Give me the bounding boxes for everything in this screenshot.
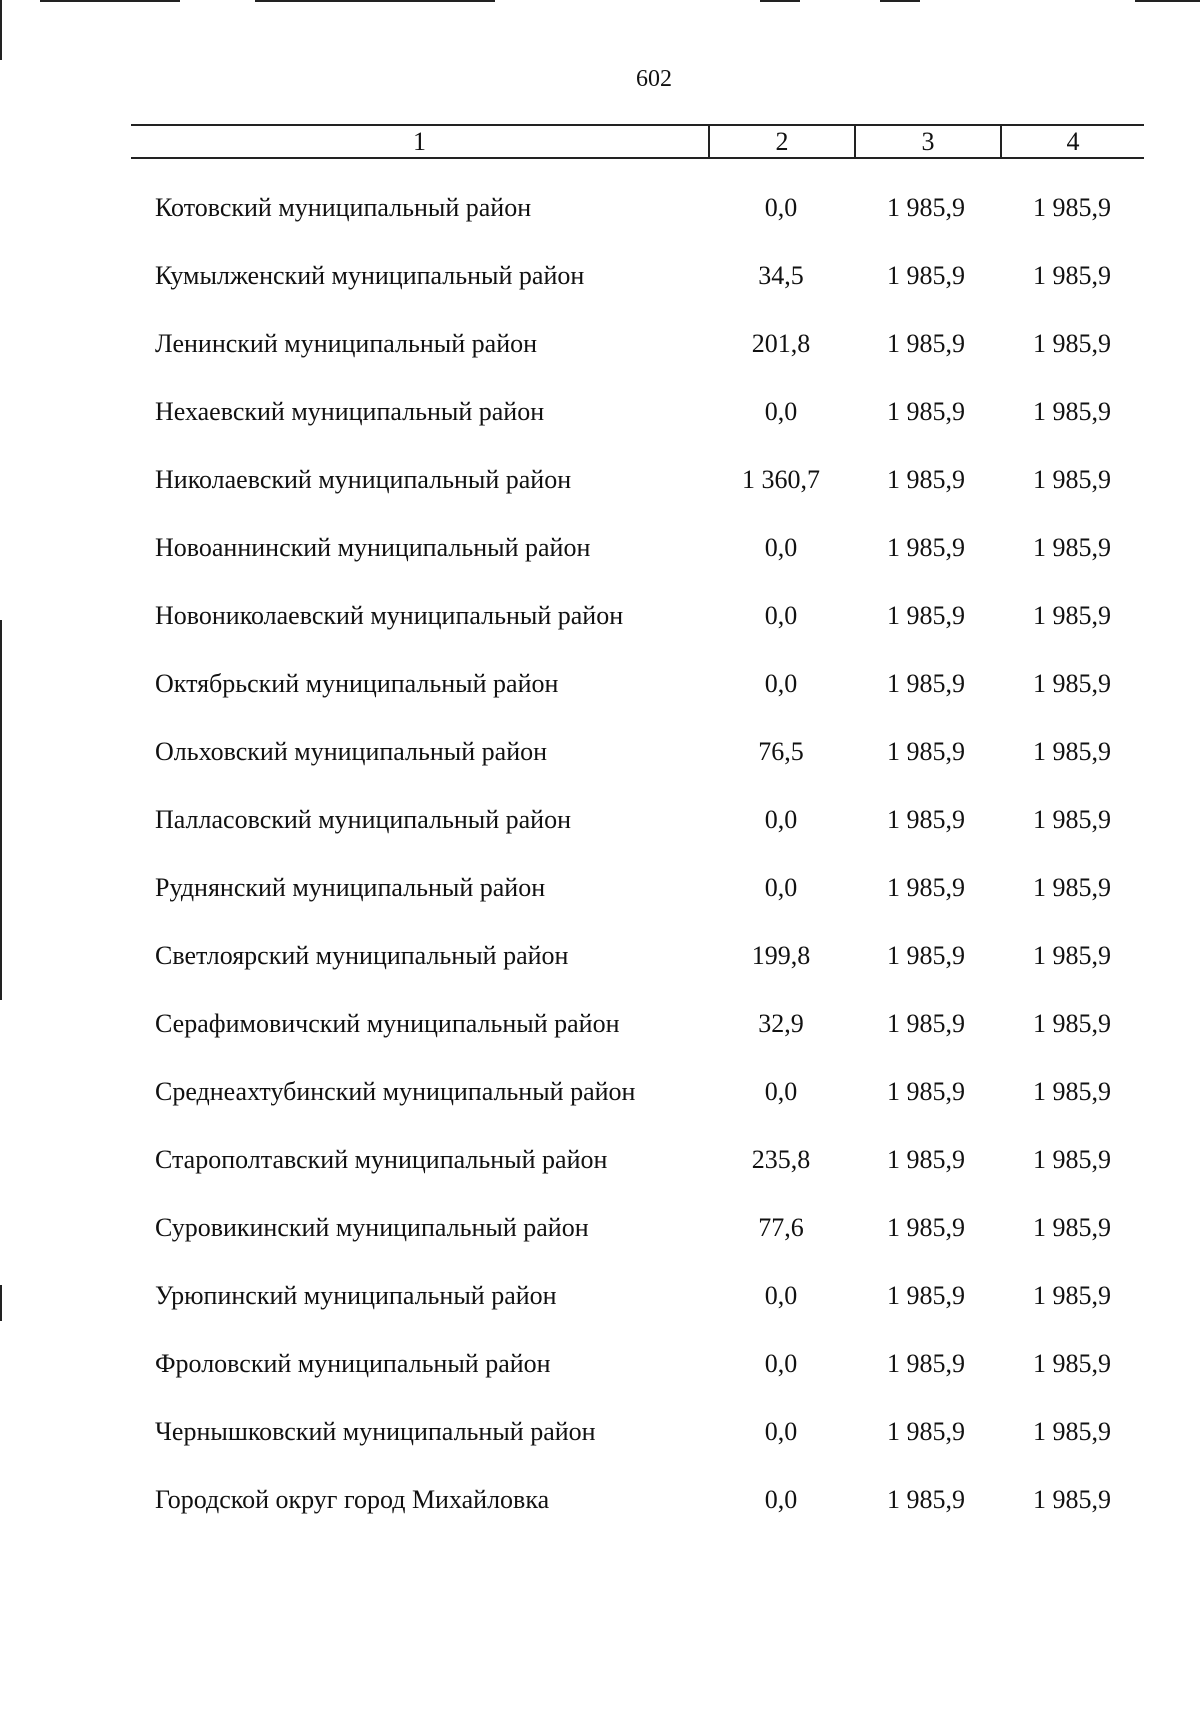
table-row: [0, 242, 1200, 310]
row-value-3: 1 985,9: [887, 1485, 965, 1514]
row-value-3: 1 985,9: [887, 805, 965, 834]
table-row: [0, 310, 1200, 378]
header-col-2: 2: [708, 126, 854, 157]
row-value-2: 0,0: [764, 1417, 798, 1446]
row-value-4: 1 985,9: [1033, 193, 1111, 222]
row-value-4: 1 985,9: [1033, 873, 1111, 902]
row-name: Котовский муниципальный район: [155, 193, 532, 222]
table-row: [0, 1058, 1200, 1126]
row-value-4: 1 985,9: [1033, 805, 1111, 834]
row-value-3: 1 985,9: [887, 1213, 965, 1242]
row-value-3: 1 985,9: [887, 1281, 965, 1310]
row-value-2: 0,0: [764, 1281, 798, 1310]
row-value-3: 1 985,9: [887, 941, 965, 970]
row-value-2: 0,0: [764, 1349, 798, 1378]
row-name: Ольховский муниципальный район: [155, 737, 548, 766]
table-row: [0, 514, 1200, 582]
table-row: [0, 582, 1200, 650]
scan-top-line-2: [255, 0, 495, 2]
row-value-2: 34,5: [758, 261, 804, 290]
table-row: [0, 650, 1200, 718]
row-value-3: 1 985,9: [887, 873, 965, 902]
scan-left-edge-1: [0, 0, 2, 60]
table-row: [0, 378, 1200, 446]
row-value-4: 1 985,9: [1033, 1009, 1111, 1038]
row-name: Палласовский муниципальный район: [155, 805, 571, 834]
row-value-4: 1 985,9: [1033, 329, 1111, 358]
row-name: Серафимовичский муниципальный район: [155, 1009, 620, 1038]
table-row: [0, 990, 1200, 1058]
row-value-4: 1 985,9: [1033, 601, 1111, 630]
row-value-2: 199,8: [751, 941, 811, 970]
row-value-2: 235,8: [751, 1145, 811, 1174]
row-value-2: 76,5: [758, 737, 804, 766]
table-row: [0, 1126, 1200, 1194]
row-value-4: 1 985,9: [1033, 261, 1111, 290]
row-value-4: 1 985,9: [1033, 465, 1111, 494]
row-value-2: 32,9: [758, 1009, 804, 1038]
table-row: [0, 922, 1200, 990]
scan-top-line-5: [1135, 0, 1200, 2]
row-value-2: 1 360,7: [742, 465, 820, 494]
row-name: Новоаннинский муниципальный район: [155, 533, 591, 562]
row-name: Нехаевский муниципальный район: [155, 397, 545, 426]
row-value-2: 0,0: [764, 533, 798, 562]
row-value-3: 1 985,9: [887, 1077, 965, 1106]
row-name: Кумылженский муниципальный район: [155, 261, 585, 290]
row-value-3: 1 985,9: [887, 1417, 965, 1446]
row-value-2: 0,0: [764, 1077, 798, 1106]
table-row: [0, 718, 1200, 786]
row-value-4: 1 985,9: [1033, 1077, 1111, 1106]
table-header: [131, 124, 1144, 159]
row-value-4: 1 985,9: [1033, 669, 1111, 698]
table-row: [0, 174, 1200, 242]
row-value-2: 0,0: [764, 805, 798, 834]
row-value-3: 1 985,9: [887, 1349, 965, 1378]
row-name: Старополтавский муниципальный район: [155, 1145, 608, 1174]
row-value-3: 1 985,9: [887, 193, 965, 222]
header-col-3: 3: [854, 126, 1000, 157]
row-value-2: 0,0: [764, 601, 798, 630]
row-value-3: 1 985,9: [887, 533, 965, 562]
table-row: [0, 1194, 1200, 1262]
page-number: 602: [636, 66, 672, 92]
row-value-4: 1 985,9: [1033, 941, 1111, 970]
row-name: Среднеахтубинский муниципальный район: [155, 1077, 636, 1106]
row-value-2: 0,0: [764, 873, 798, 902]
row-name: Фроловский муниципальный район: [155, 1349, 551, 1378]
header-col-4: 4: [1000, 126, 1144, 157]
row-name: Николаевский муниципальный район: [155, 465, 572, 494]
scan-top-line-1: [40, 0, 180, 2]
row-value-2: 77,6: [758, 1213, 804, 1242]
table-row: [0, 1330, 1200, 1398]
row-name: Новониколаевский муниципальный район: [155, 601, 624, 630]
table-row: [0, 446, 1200, 514]
table-row: [0, 1398, 1200, 1466]
row-name: Октябрьский муниципальный район: [155, 669, 559, 698]
row-value-3: 1 985,9: [887, 669, 965, 698]
table-row: [0, 854, 1200, 922]
row-value-3: 1 985,9: [887, 737, 965, 766]
row-value-2: 0,0: [764, 1485, 798, 1514]
table-row: [0, 1466, 1200, 1534]
row-value-3: 1 985,9: [887, 601, 965, 630]
row-value-2: 0,0: [764, 669, 798, 698]
header-col-1: 1: [413, 126, 426, 156]
table-row: [0, 786, 1200, 854]
row-name: Урюпинский муниципальный район: [155, 1281, 557, 1310]
row-value-3: 1 985,9: [887, 465, 965, 494]
table-body: [0, 174, 1200, 1534]
row-value-4: 1 985,9: [1033, 1213, 1111, 1242]
row-value-2: 0,0: [764, 397, 798, 426]
row-name: Светлоярский муниципальный район: [155, 941, 569, 970]
row-value-4: 1 985,9: [1033, 1145, 1111, 1174]
scan-top-line-4: [880, 0, 920, 2]
row-value-3: 1 985,9: [887, 1145, 965, 1174]
row-name: Суровикинский муниципальный район: [155, 1213, 589, 1242]
row-name: Руднянский муниципальный район: [155, 873, 546, 902]
row-name: Ленинский муниципальный район: [155, 329, 538, 358]
row-value-4: 1 985,9: [1033, 1417, 1111, 1446]
row-value-4: 1 985,9: [1033, 1281, 1111, 1310]
row-name: Чернышковский муниципальный район: [155, 1417, 596, 1446]
row-value-3: 1 985,9: [887, 261, 965, 290]
row-value-4: 1 985,9: [1033, 533, 1111, 562]
row-value-4: 1 985,9: [1033, 1349, 1111, 1378]
row-value-3: 1 985,9: [887, 1009, 965, 1038]
row-name: Городской округ город Михайловка: [155, 1485, 550, 1514]
row-value-2: 0,0: [764, 193, 798, 222]
row-value-2: 201,8: [751, 329, 811, 358]
row-value-3: 1 985,9: [887, 397, 965, 426]
row-value-4: 1 985,9: [1033, 397, 1111, 426]
row-value-4: 1 985,9: [1033, 1485, 1111, 1514]
table-row: [0, 1262, 1200, 1330]
scan-top-line-3: [760, 0, 800, 2]
row-value-4: 1 985,9: [1033, 737, 1111, 766]
row-value-3: 1 985,9: [887, 329, 965, 358]
